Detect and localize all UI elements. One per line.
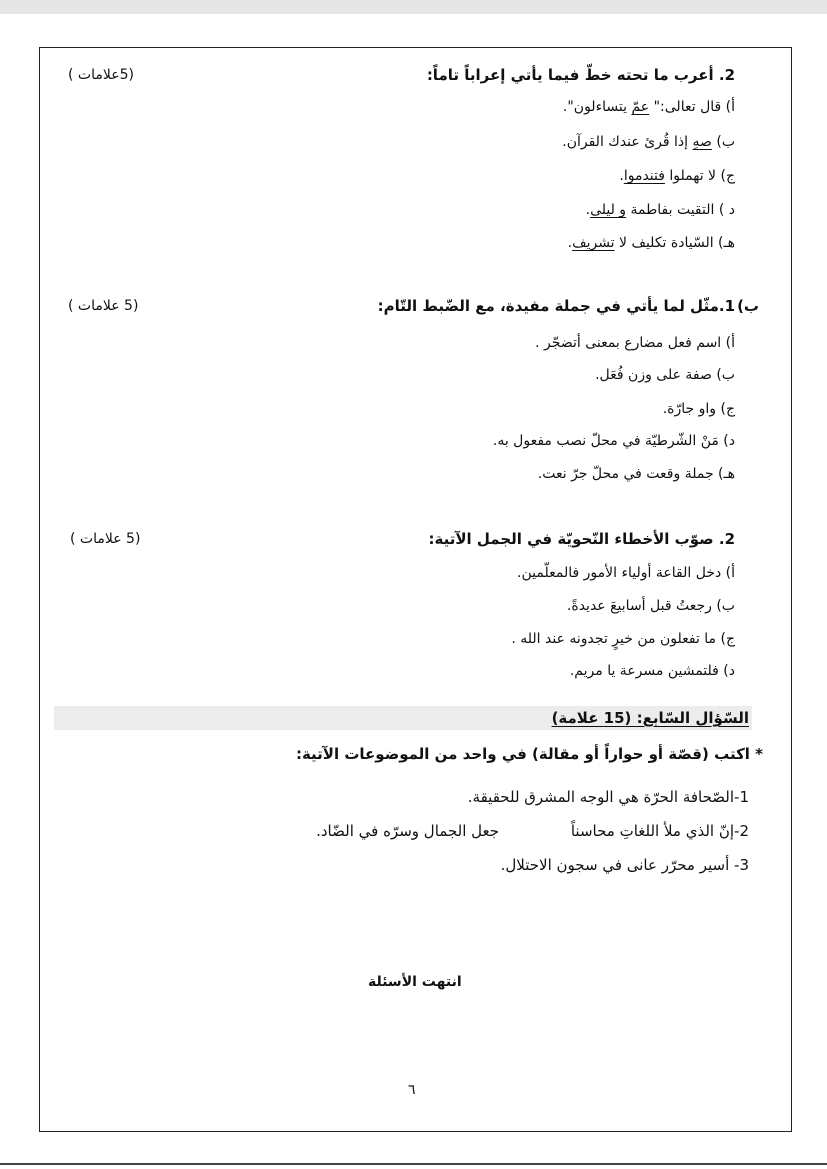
- section-b-heading: 1.مثّل لما يأتي في جملة مفيدة، مع الضّبط التّام:: [377, 297, 735, 315]
- question7-topic-3: 3- أسير محرّر عانى في سجون الاحتلال.: [500, 856, 749, 874]
- section-c-item: د) فلتمشين مسرعة يا مريم.: [569, 663, 735, 679]
- section-a-heading: 2. أعرب ما تحته خطّ فيما يأتي إعراباً تاماً:: [426, 66, 735, 84]
- section-a-marks: (5علامات ): [68, 67, 134, 83]
- section-a-item: أ) قال تعالى:" عمّ يتساءلون".: [562, 99, 735, 115]
- section-a-item: ج) لا تهملوا فتندموا.: [619, 168, 735, 184]
- section-c-item: ج) ما تفعلون من خيرٍ تجدونه عند الله .: [511, 631, 735, 647]
- section-b-item: د) مَنْ الشّرطيّة في محلّ نصب مفعول به.: [492, 433, 735, 449]
- section-c-item: أ) دخل القاعة أولياء الأمور فالمعلّمين.: [517, 565, 735, 581]
- section-b-item: أ) اسم فعل مضارع بمعنى أتضجّر .: [535, 335, 735, 351]
- question7-instruction: * اكتب (قصّة أو حواراً أو مقالة) في واحد من الموضوعات الآتية:: [295, 745, 763, 763]
- section-b-marks: (5 علامات ): [68, 298, 139, 314]
- section-c-item: ب) رجعتُ قبل أسابيعَ عديدةً.: [566, 598, 735, 614]
- section-b-item: ج) واو جارّة.: [662, 401, 735, 417]
- section-c-heading: 2. صوّب الأخطاء النّحويّة في الجمل الآتية:: [428, 530, 735, 548]
- question7-topic-1: 1-الصّحافة الحرّة هي الوجه المشرق للحقيقة.: [467, 788, 749, 806]
- section-a-item: د ) التقيت بفاطمة و ليلى.: [585, 202, 735, 218]
- question7-title: السّؤال السّابع: (15 علامة): [551, 709, 749, 727]
- question7-topic-2-first-half: 2-إنّ الذي ملأ اللغاتِ محاسناً: [570, 822, 749, 840]
- section-b-item: ب) صفة على وزن فُعَل.: [595, 367, 735, 383]
- section-c-marks: (5 علامات ): [70, 531, 141, 547]
- section-b-item: هـ) جملة وقعت في محلّ جرّ نعت.: [537, 466, 735, 482]
- section-a-item: هـ) السّيادة تكليف لا تشريف.: [567, 235, 735, 251]
- section-b-label: ب): [737, 297, 759, 315]
- question7-topic-2-second-half: جعل الجمال وسرّه في الضّاد.: [316, 822, 499, 840]
- page-number: ٦: [408, 1082, 416, 1098]
- section-a-item: ب) صهِ إذا قُرئ عندك القرآن.: [562, 134, 735, 150]
- end-of-questions: انتهت الأسئلة: [368, 974, 462, 990]
